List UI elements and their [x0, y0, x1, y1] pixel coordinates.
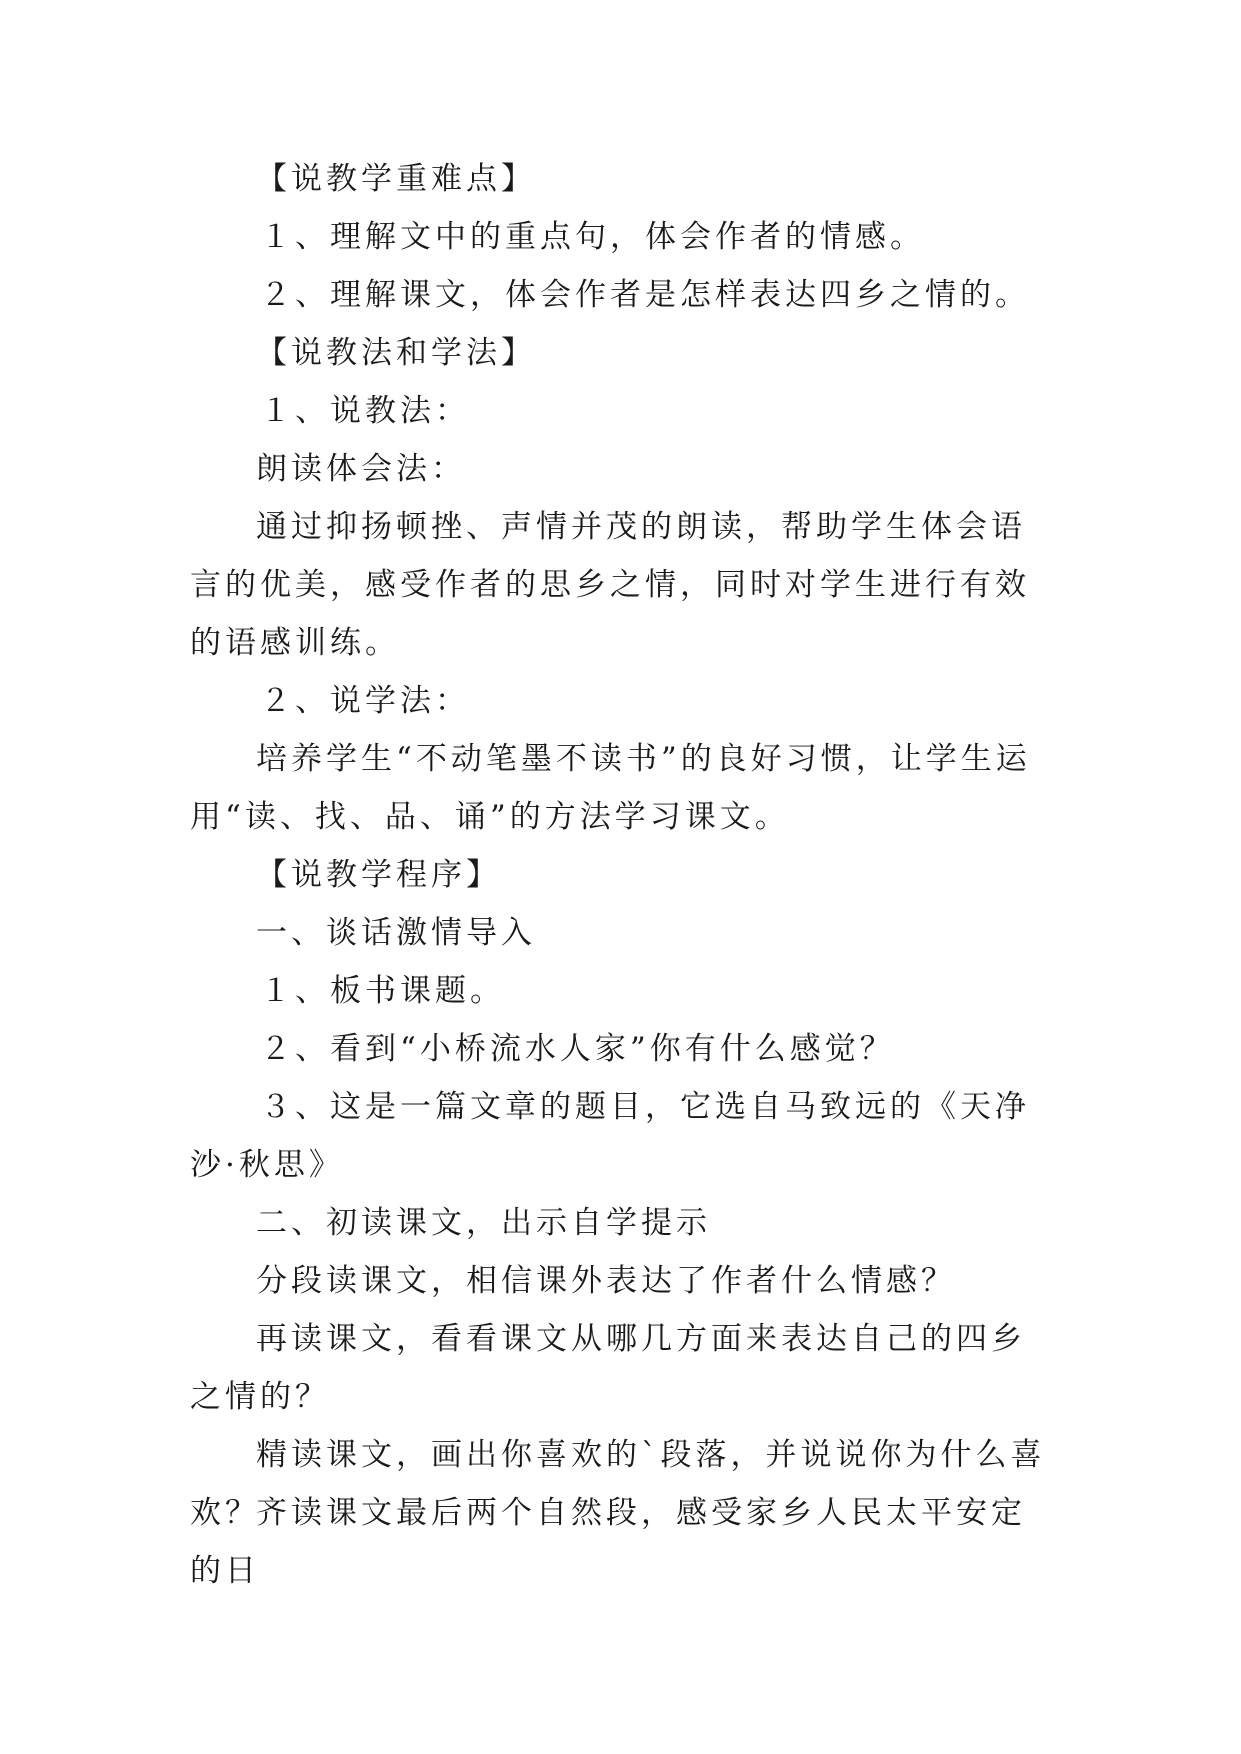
step-2-title: 二、初读课文，出示自学提示: [256, 1205, 711, 1241]
key-point-2: ２、理解课文，体会作者是怎样表达四乡之情的。: [260, 277, 1030, 313]
method-2-title: ２、说学法：: [260, 683, 470, 719]
step-1-item-1: １、板书课题。: [260, 973, 505, 1009]
step-1-item-2: ２、看到“小桥流水人家”你有什么感觉？: [260, 1031, 895, 1067]
heading-methods: 【说教法和学法】: [256, 335, 536, 371]
key-point-1: １、理解文中的重点句，体会作者的情感。: [260, 219, 925, 255]
method-1-name: 朗读体会法：: [256, 451, 466, 487]
step-2-item-2: 再读课文，看看课文从哪几方面来表达自己的四乡之情的？: [190, 1321, 1026, 1415]
heading-key-points: 【说教学重难点】: [256, 161, 536, 197]
step-1-title: 一、谈话激情导入: [256, 915, 536, 951]
method-2-desc: 培养学生“不动笔墨不读书”的良好习惯，让学生运用“读、找、品、诵”的方法学习课文。: [190, 741, 1031, 835]
method-1-title: １、说教法：: [260, 393, 470, 429]
step-2-item-4: 齐读课文最后两个自然段，感受家乡人民太平安定的日: [190, 1495, 1026, 1589]
heading-procedure: 【说教学程序】: [256, 857, 501, 893]
method-1-desc: 通过抑扬顿挫、声情并茂的朗读，帮助学生体会语言的优美，感受作者的思乡之情，同时对学生进行有效的语感训练。: [190, 509, 1030, 661]
step-1-item-3: ３、这是一篇文章的题目，它选自马致远的《天净沙·秋思》: [190, 1089, 1030, 1183]
step-2-item-1: 分段读课文，相信课外表达了作者什么情感？: [256, 1263, 956, 1299]
step-2-item-3: 精读课文，画出你喜欢的`段落，并说说你为什么喜欢？: [190, 1437, 1046, 1531]
